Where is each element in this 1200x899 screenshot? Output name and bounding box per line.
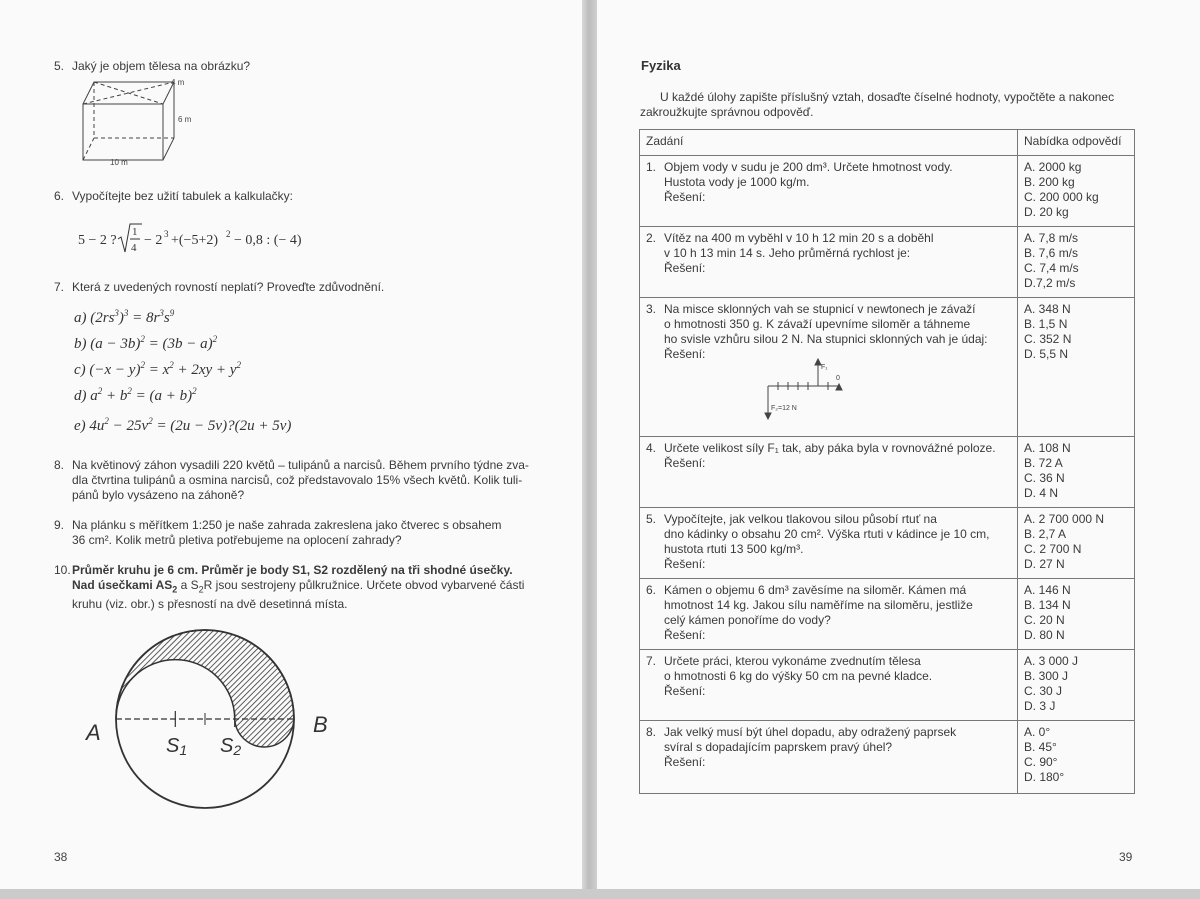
- dim-depth-label: 4 m: [171, 78, 185, 87]
- task-cell: 8. Jak velký musí být úhel dopadu, aby odražený paprsek svíral s dopadajícím paprskem pravý úhel? Řešení:: [640, 721, 1018, 794]
- section-heading: Fyzika: [641, 58, 681, 73]
- options-cell: A. 108 N B. 72 A C. 36 N D. 4 N: [1018, 437, 1135, 508]
- question-8: [54, 458, 554, 503]
- equations-q7: [70, 302, 330, 442]
- bottom-edge: [0, 889, 1200, 899]
- svg-text:5 − 2 ?: 5 − 2 ?: [78, 233, 117, 248]
- svg-text:+(−5+2): +(−5+2): [171, 233, 219, 248]
- page-number-right: 39: [1119, 850, 1133, 864]
- svg-text:2: 2: [226, 229, 231, 239]
- task-cell: 2. Vítěz na 400 m vyběhl v 10 h 12 min 20 s a doběhl v 10 h 13 min 14 s. Jeho průměrná rychlost je: Řešení:: [640, 227, 1018, 298]
- question-number: 7.: [54, 280, 65, 294]
- svg-text:4: 4: [131, 242, 137, 254]
- question-line-bold: Nad úsečkami AS: [72, 578, 173, 592]
- question-number: 6.: [54, 189, 65, 203]
- options-cell: A. 0° B. 45° C. 90° D. 180°: [1018, 721, 1135, 794]
- question-7: [54, 280, 534, 295]
- question-line: 36 cm². Kolik metrů pletiva potřebujeme na oplocení zahrady?: [72, 533, 402, 547]
- question-line: Na květinový záhon vysadili 220 květů – tulipánů a narcisů. Během prvního týdne zva-: [72, 458, 529, 472]
- svg-text:S2: [220, 735, 241, 758]
- label-s1: S: [166, 735, 180, 757]
- cuboid-figure: [78, 76, 208, 168]
- expression-q6: [76, 218, 316, 262]
- page-number-left: 38: [54, 850, 68, 864]
- svg-text:b) (a − 3b)2 = (3b − a)2: b) $(a - 3b)^2 = (3b - a)^2$: [74, 334, 218, 352]
- options-cell: A. 2 700 000 N B. 2,7 A C. 2 700 N D. 27 N: [1018, 508, 1135, 579]
- header-task: Zadání: [640, 130, 1018, 156]
- physics-table: [639, 129, 1135, 794]
- task-cell: 3. Na misce sklonných vah se stupnicí v newtonech je závaží o hmotnosti 350 g. K závaží upevníme siloměr a táhneme ho svisle vzhůru silou 2 N. Na stupnici sklonných vah je údaj: Řešení: F₁ 0 F₂=12 N: [640, 298, 1018, 437]
- question-line: Na plánku s měřítkem 1:250 je naše zahrada zakreslena jako čtverec s obsahem: [72, 518, 502, 532]
- question-text: Vypočítejte bez užití tabulek a kalkulačky:: [72, 189, 294, 203]
- svg-text:e) 4u2 − 25v2 = (2u − 5v)?(2u: e) $4u^2 - 25v^2 = (2u$ − 5v)?(2u + 5v): [74, 416, 292, 434]
- label-b: B: [313, 712, 328, 737]
- pivot-label: 0: [836, 375, 840, 382]
- instructions: [640, 90, 1140, 120]
- svg-text:c) (−x − y)2 = x2 + 2xy + y2: c) $(-x - y)^2 = x^2 + 2xy + y^2$: [74, 360, 241, 378]
- force-f1-label: F₁: [821, 364, 828, 371]
- question-line: pánů bylo vysázeno na záhoně?: [72, 488, 245, 502]
- label-s2-sub: 2: [233, 742, 242, 758]
- question-number: 8.: [54, 458, 65, 472]
- question-number: 10.: [54, 563, 71, 577]
- instruction-line: U každé úlohy zapište příslušný vztah, dosaďte číselné hodnoty, vypočtěte a nakonec: [660, 90, 1115, 104]
- svg-text:− 2: − 2: [144, 233, 163, 248]
- task-cell: 5. Vypočítejte, jak velkou tlakovou silou působí rtuť na dno kádinky o obsahu 20 cm². Výška rtuti v kádince je 10 cm, hustota rtuti 13 500 kg/m³. Řešení:: [640, 508, 1018, 579]
- table-row: [640, 298, 1135, 437]
- dim-width-label: 10 m: [110, 158, 128, 167]
- svg-text:S1: [166, 735, 187, 758]
- question-9: [54, 518, 554, 548]
- options-cell: A. 3 000 J B. 300 J C. 30 J D. 3 J: [1018, 650, 1135, 721]
- table-row: [640, 156, 1135, 227]
- svg-text:a) (2rs3)3 = 8r3s9: a) $(2rs^3)^3 = 8r^3s^9$: [74, 308, 175, 326]
- table-row: [640, 650, 1135, 721]
- task-cell: 6. Kámen o objemu 6 dm³ zavěsíme na siloměr. Kámen má hmotnost 14 kg. Jakou sílu naměříme na siloměru, jestliže celý kámen ponoříme do vody? Řešení:: [640, 579, 1018, 650]
- question-10: 10.Průměr kruhu je 6 cm. Průměr je body S1, S2 rozdělený na tři shodné úsečky. Nad úsečkami $AS_2$ a $S_2R$ jsou sestrojeny půlkružnice. Určete obvod vybarvené části kruhu (viz. obr.) s přesností na dvě desetinná místa.: [54, 563, 559, 612]
- book-gutter: [582, 0, 597, 899]
- question-text: Jaký je objem tělesa na obrázku?: [72, 59, 251, 73]
- table-row: [640, 579, 1135, 650]
- question-number: 9.: [54, 518, 65, 532]
- instruction-line: zakroužkujte správnou odpověď.: [640, 105, 814, 119]
- question-line: a S: [177, 578, 199, 592]
- label-s1-sub: 1: [179, 742, 188, 758]
- svg-text:− 0,8 : (− 4): − 0,8 : (− 4): [234, 233, 302, 248]
- lever-figure: [758, 358, 848, 428]
- options-cell: A. 7,8 m/s B. 7,6 m/s C. 7,4 m/s D.7,2 m/s: [1018, 227, 1135, 298]
- table-row: [640, 437, 1135, 508]
- header-options: Nabídka odpovědí: [1018, 130, 1135, 156]
- question-text: Která z uvedených rovností neplatí? Proveďte zdůvodnění.: [72, 280, 385, 294]
- svg-text:3: 3: [164, 229, 169, 239]
- table-header-row: [640, 130, 1135, 156]
- question-6: [54, 189, 534, 204]
- question-line: R jsou sestrojeny půlkružnice. Určete obvod vybarvené části: [203, 578, 525, 592]
- dim-height-label: 6 m: [178, 115, 192, 124]
- table-row: [640, 227, 1135, 298]
- svg-text:d) a2 + b2 = (a + b)2: d) $a^2 + b^2 = (a + b)^2$: [74, 386, 197, 404]
- svg-text:1: 1: [132, 226, 138, 238]
- question-number: 5.: [54, 59, 65, 73]
- label-a: A: [86, 720, 101, 745]
- options-cell: A. 348 N B. 1,5 N C. 352 N D. 5,5 N: [1018, 298, 1135, 437]
- label-s2: S: [220, 735, 234, 757]
- options-cell: A. 146 N B. 134 N C. 20 N D. 80 N: [1018, 579, 1135, 650]
- question-line: kruhu (viz. obr.) s přesností na dvě desetinná místa.: [72, 597, 348, 612]
- circle-figure: [80, 622, 350, 826]
- task-cell: 7. Určete práci, kterou vykonáme zvednutím tělesa o hmotnosti 6 kg do výšky 50 cm na pevné kladce. Řešení:: [640, 650, 1018, 721]
- question-line: dla čtvrtina tulipánů a osmina narcisů, což představovalo 15% všech květů. Kolik tuli-: [72, 473, 523, 487]
- options-cell: A. 2000 kg B. 200 kg C. 200 000 kg D. 20 kg: [1018, 156, 1135, 227]
- table-row: [640, 508, 1135, 579]
- question-5: [54, 59, 534, 74]
- question-line: Průměr kruhu je 6 cm. Průměr je body S1, S2 rozdělený na tři shodné úsečky.: [72, 563, 513, 577]
- task-cell: 1. Objem vody v sudu je 200 dm³. Určete hmotnost vody. Hustota vody je 1000 kg/m. Řešení:: [640, 156, 1018, 227]
- task-cell: 4. Určete velikost síly F₁ tak, aby páka byla v rovnovážné poloze. Řešení:: [640, 437, 1018, 508]
- table-row: [640, 721, 1135, 794]
- force-f2-label: F₂=12 N: [771, 405, 797, 412]
